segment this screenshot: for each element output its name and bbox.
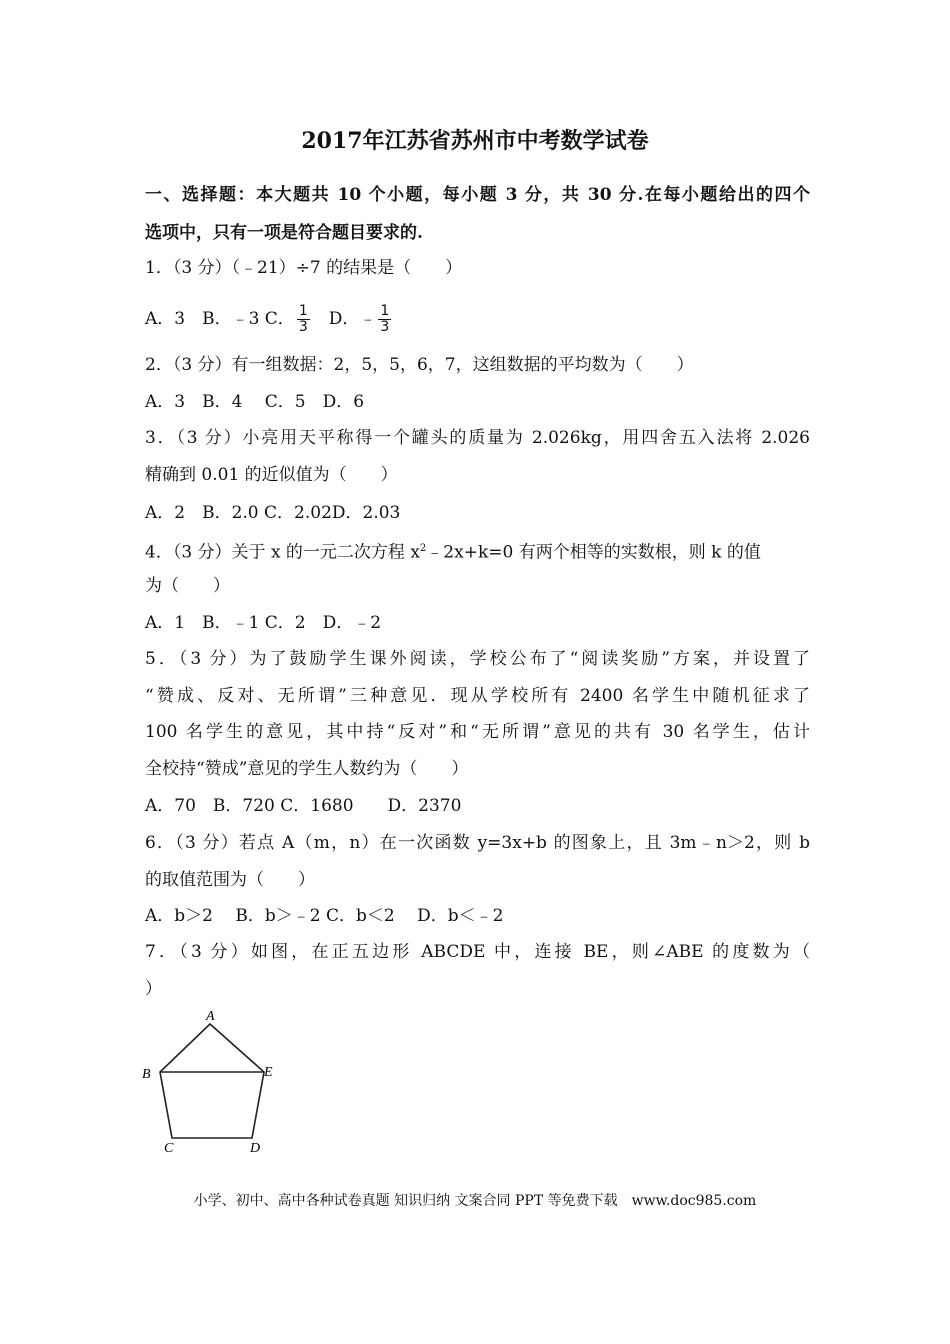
question-5-text-line-2: “赞成、反对、无所谓”三种意见．现从学校所有 2400 名学生中随机征求了: [145, 686, 810, 706]
vertex-label-e: E: [264, 1065, 273, 1080]
question-6-text-line-2: 的取值范围为（ ）: [145, 870, 315, 890]
question-1-options: [145, 304, 810, 335]
question-1-text: 1．（3 分）（﹣21）÷7 的结果是（ ）: [145, 258, 463, 278]
question-2-options: A．3 B．4 C．5 D．6: [145, 392, 365, 412]
question-1-option-d: D．﹣: [311, 309, 377, 329]
section-heading-line-1: 一、选择题：本大题共 10 个小题，每小题 3 分，共 30 分.在每小题给出的四个: [145, 185, 810, 205]
question-3-text-line-1: 3．（3 分）小亮用天平称得一个罐头的质量为 2.026kg，用四舍五入法将 2.026: [145, 428, 810, 448]
page-title: 2017年江苏省苏州市中考数学试卷: [301, 128, 649, 154]
section-heading: [145, 176, 810, 252]
question-2-text: 2．（3 分）有一组数据：2，5，5，6，7，这组数据的平均数为（ ）: [145, 355, 694, 375]
pentagon-figure: [136, 1006, 286, 1156]
page-footer: 小学、初中、高中各种试卷真题 知识归纳 文案合同 PPT 等免费下载 www.doc985.com: [193, 1193, 757, 1209]
question-4-text-line-1: [145, 537, 810, 565]
question-4-text-before: 4．（3 分）关于 x 的一元二次方程 x: [145, 542, 420, 563]
question-4-text-after: ﹣2x+k=0 有两个相等的实数根，则 k 的值: [426, 542, 761, 563]
question-5-text-line-3: 100 名学生的意见，其中持“反对”和“无所谓”意见的共有 30 名学生，估计: [145, 722, 810, 742]
question-3-options: A．2 B．2.0 C．2.02D．2.03: [145, 503, 401, 523]
exponent: 2: [419, 543, 427, 554]
question-5-text-line-4: 全校持“赞成”意见的学生人数约为（ ）: [145, 759, 469, 779]
question-3-text-line-2: 精确到 0.01 的近似值为（ ）: [145, 465, 398, 485]
question-5-text-line-1: 5．（3 分）为了鼓励学生课外阅读，学校公布了“阅读奖励”方案，并设置了: [145, 649, 810, 669]
pentagon-outline: [160, 1024, 264, 1138]
question-7-text-line-2: ）: [145, 979, 162, 999]
fraction-neg-one-third: [378, 304, 391, 335]
vertex-label-b: B: [142, 1067, 151, 1082]
question-4-options: A．1 B．﹣1 C．2 D．﹣2: [145, 613, 382, 633]
fraction-numerator: 1: [380, 303, 390, 319]
question-1-option-a-b-c: A．3 B．﹣3 C．: [145, 309, 295, 329]
fraction-denominator: 3: [298, 319, 308, 335]
vertex-label-d: D: [250, 1141, 261, 1156]
question-6-text-line-1: 6．（3 分）若点 A（m，n）在一次函数 y=3x+b 的图象上，且 3m﹣n＞2，则 b: [145, 833, 810, 853]
vertex-label-c: C: [164, 1141, 174, 1156]
question-7-text-line-1: 7．（3 分）如图，在正五边形 ABCDE 中，连接 BE，则∠ABE 的度数为（: [145, 942, 810, 962]
vertex-label-a: A: [206, 1009, 215, 1024]
question-6-options: A．b＞2 B．b＞﹣2 C．b＜2 D．b＜﹣2: [145, 906, 504, 926]
question-5-options: A．70 B．720 C．1680 D．2370: [145, 796, 462, 816]
question-4-text-line-2: 为（ ）: [145, 576, 230, 596]
fraction-numerator: 1: [298, 303, 308, 319]
fraction-one-third: [297, 304, 310, 335]
fraction-denominator: 3: [380, 319, 390, 335]
section-heading-line-2: 选项中，只有一项是符合题目要求的.: [145, 223, 423, 243]
